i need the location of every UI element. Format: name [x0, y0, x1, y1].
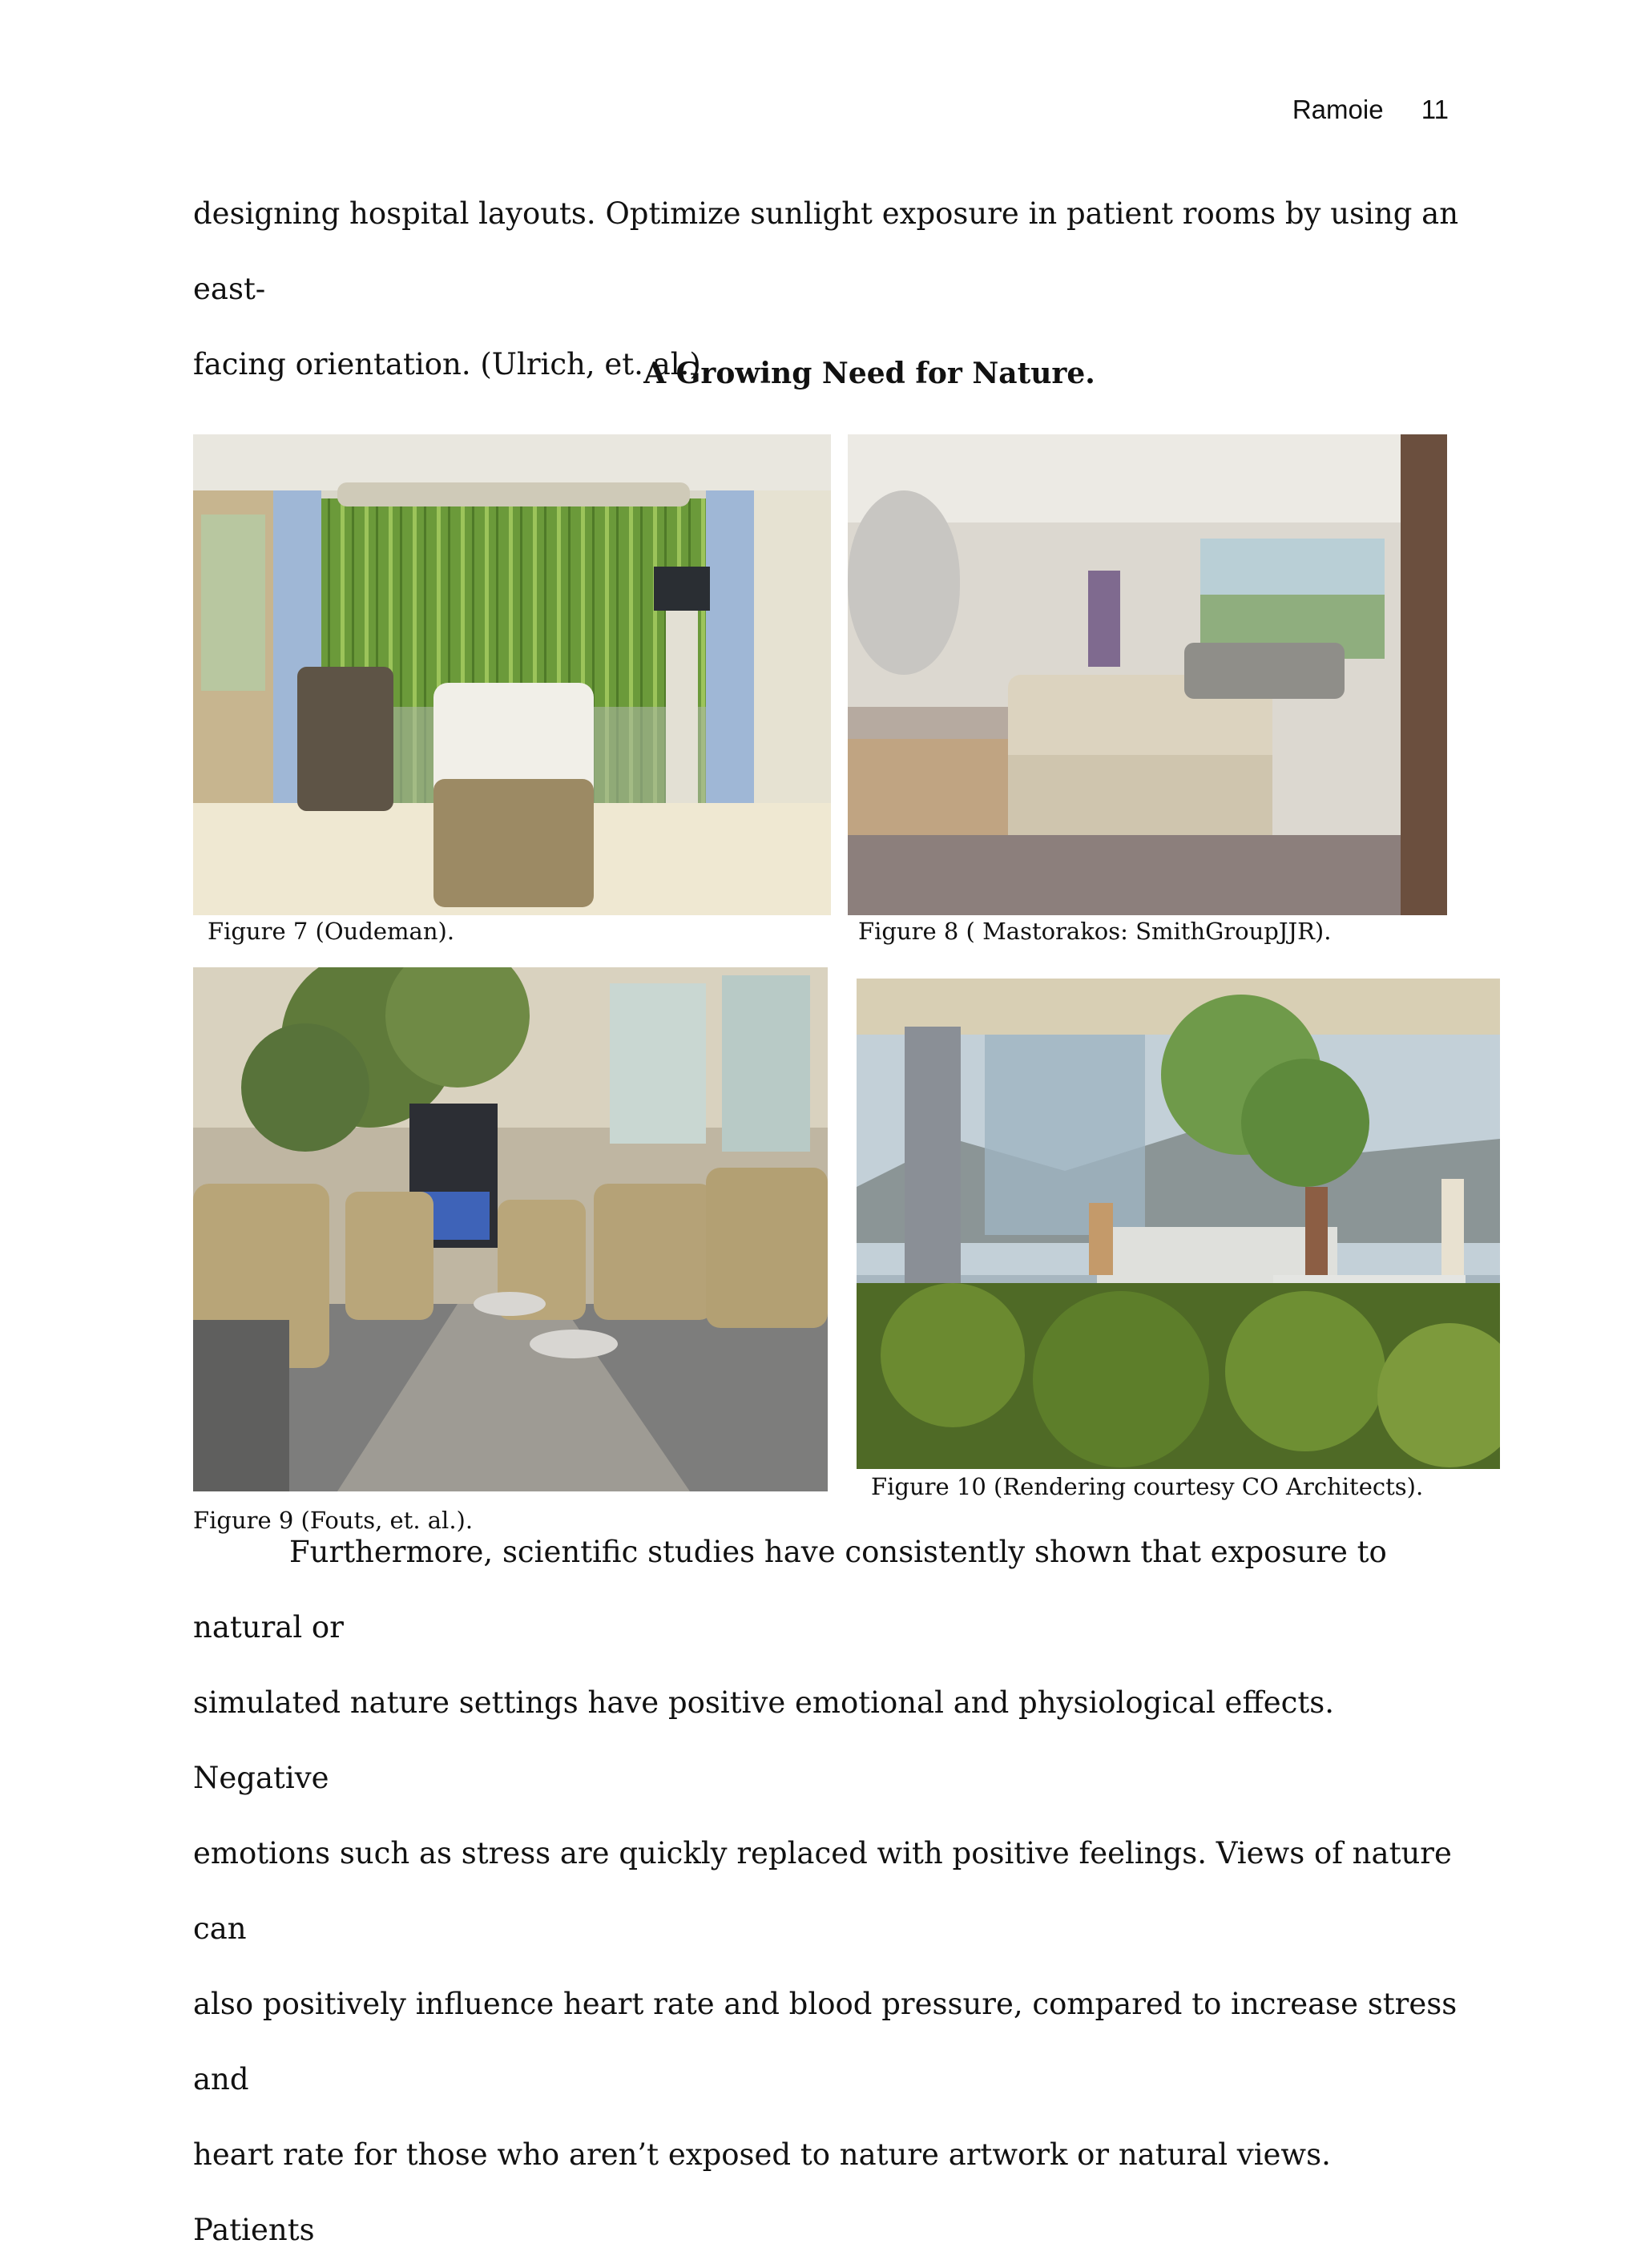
figure-9-caption: Figure 9 (Fouts, et. al.). [193, 1507, 474, 1534]
figure-7-caption: Figure 7 (Oudeman). [208, 918, 455, 945]
paragraph-line: heart rate for those who aren’t exposed to nature artwork or natural views. Patients [193, 2137, 1331, 2247]
figure-8-caption: Figure 8 ( Mastorakos: SmithGroupJJR). [858, 918, 1332, 945]
paragraph-line-text: Furthermore, scientific studies have consistently shown that exposure to natural or [193, 1535, 1387, 1645]
paragraph-line: designing hospital layouts. Optimize sunlight exposure in patient rooms by using an east- [193, 196, 1459, 306]
header-author: Ramoie [1292, 95, 1384, 124]
paragraph-line: emotions such as stress are quickly replaced with positive feelings. Views of nature can [193, 1836, 1452, 1946]
figure-10-caption: Figure 10 (Rendering courtesy CO Architects). [871, 1473, 1424, 1500]
figure-8-image [848, 434, 1447, 915]
paragraph-line: also positively influence heart rate and blood pressure, compared to increase stress and [193, 1987, 1458, 2096]
figure-7-image [193, 434, 831, 915]
paragraph-line: simulated nature settings have positive emotional and physiological effects. Negative [193, 1685, 1334, 1795]
header-page-number: 11 [1421, 95, 1449, 124]
section-heading: A Growing Need for Nature. [643, 357, 1095, 390]
paragraph-body [193, 1515, 1459, 2268]
figure-10-image [857, 979, 1500, 1469]
paragraph-line [193, 1515, 1459, 1665]
figure-9-image [193, 967, 828, 1491]
running-header [1292, 95, 1449, 125]
paragraph-line: facing orientation. (Ulrich, et. al.). [193, 347, 711, 381]
